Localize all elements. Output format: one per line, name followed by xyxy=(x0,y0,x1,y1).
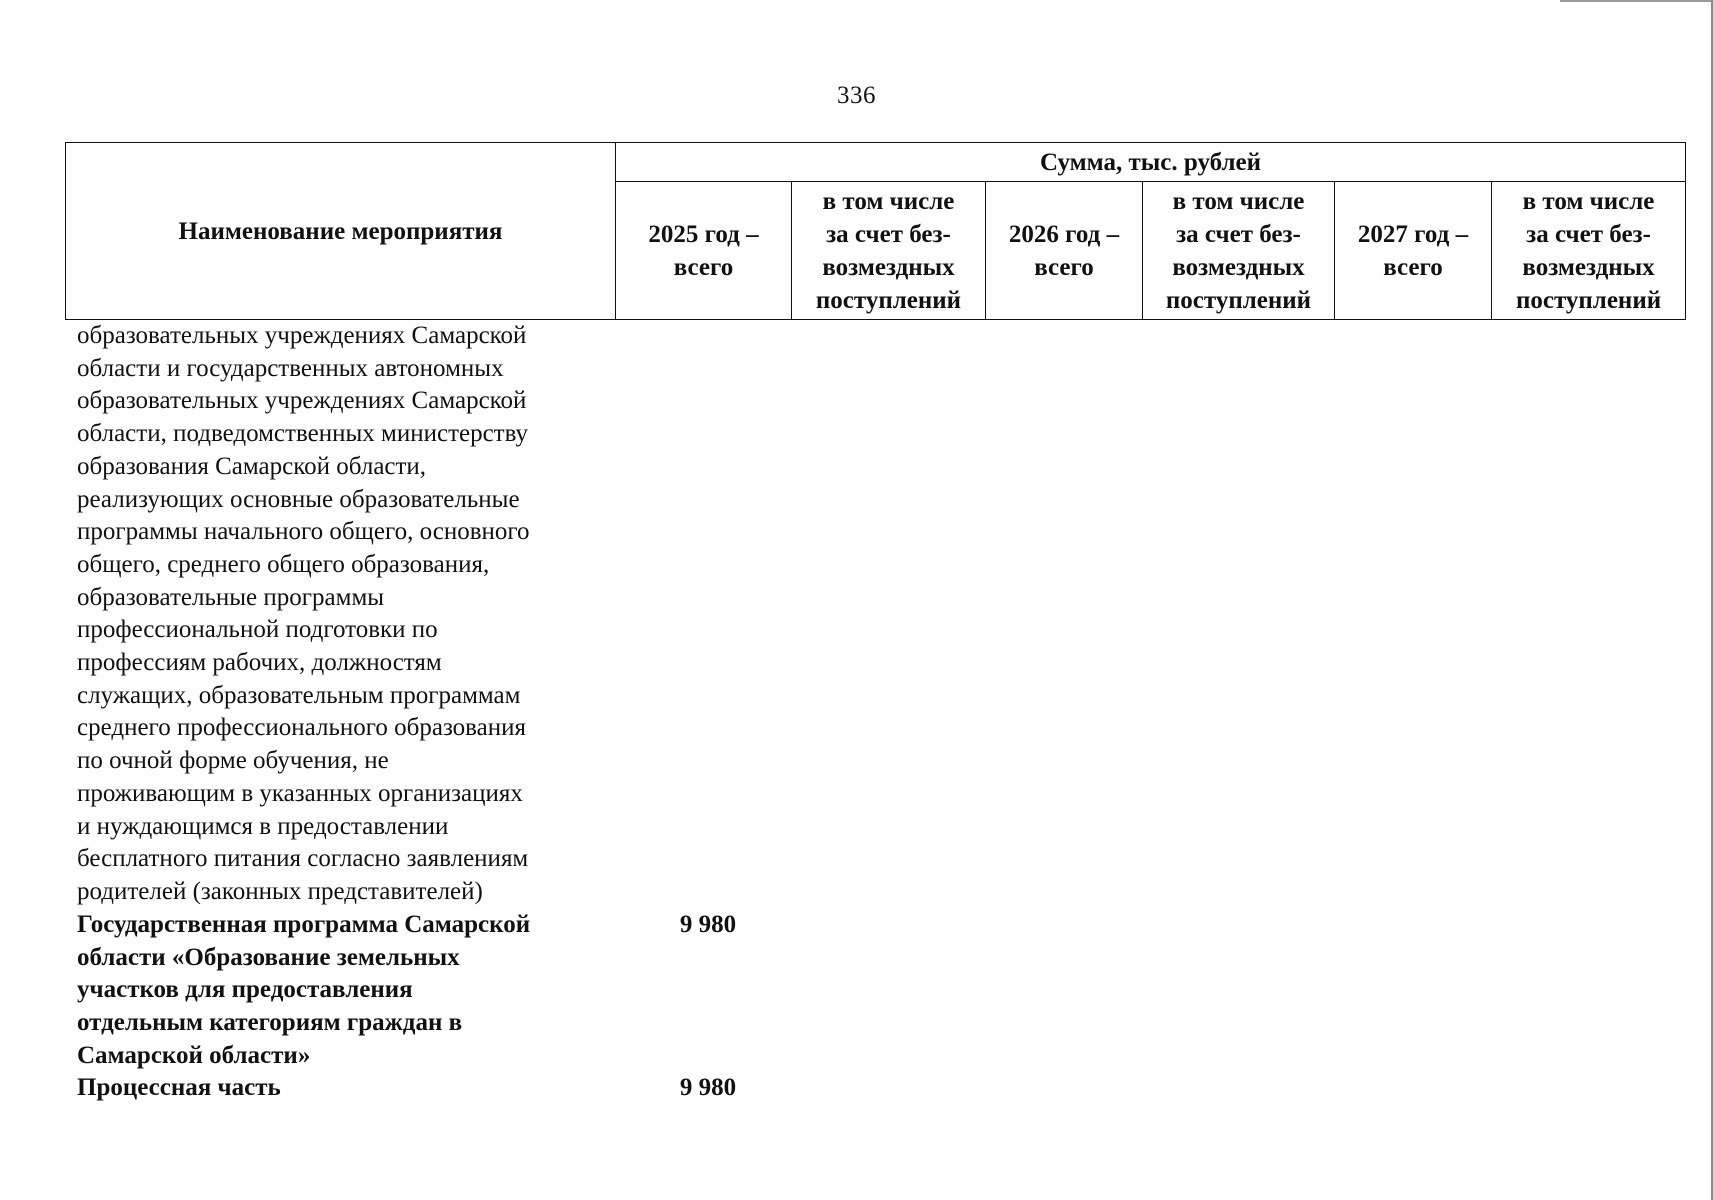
header-2025-grants: в том числе за счет без- возмездных поступлений xyxy=(792,182,986,320)
header-sum-group: Сумма, тыс. рублей xyxy=(616,143,1686,182)
header-2025-total: 2025 год – всего xyxy=(616,182,792,320)
header-2026-grants: в том числе за счет без- возмездных поступлений xyxy=(1143,182,1335,320)
program-title: Государственная программа Самарской области «Образование земельных участков для предоставления отдельным категориям граждан в Самарской области» xyxy=(77,911,531,1069)
header-name-column: Наименование мероприятия xyxy=(66,143,616,320)
measure-description: образовательных учреждениях Самарской области и государственных автономных образовательных учреждениях Самарской области, подведомственных министерству образования Самарской области, реализующих основные образовательные программы начального общего, основного общего, среднего общего образования, образовательные программы профессиональной подготовки по профессиям рабочих, должностям служащих, образовательным программам среднего профессионального образования по очной форме обучения, не проживающим в указанных организациях и нуждающимся в предоставлении бесплатного питания согласно заявлениям родителей (законных представителей) xyxy=(77,322,530,905)
table-header xyxy=(65,142,1686,320)
header-2027-total: 2027 год – всего xyxy=(1335,182,1492,320)
header-2027-grants: в том числе за счет без- возмездных поступлений xyxy=(1492,182,1686,320)
page-number: 336 xyxy=(837,82,876,109)
process-part-title: Процессная часть xyxy=(77,1074,281,1101)
page-top-edge xyxy=(1560,0,1713,2)
process-part-value-2025: 9 980 xyxy=(679,1074,737,1101)
header-2026-total: 2026 год – всего xyxy=(986,182,1143,320)
program-value-2025: 9 980 xyxy=(679,911,737,938)
